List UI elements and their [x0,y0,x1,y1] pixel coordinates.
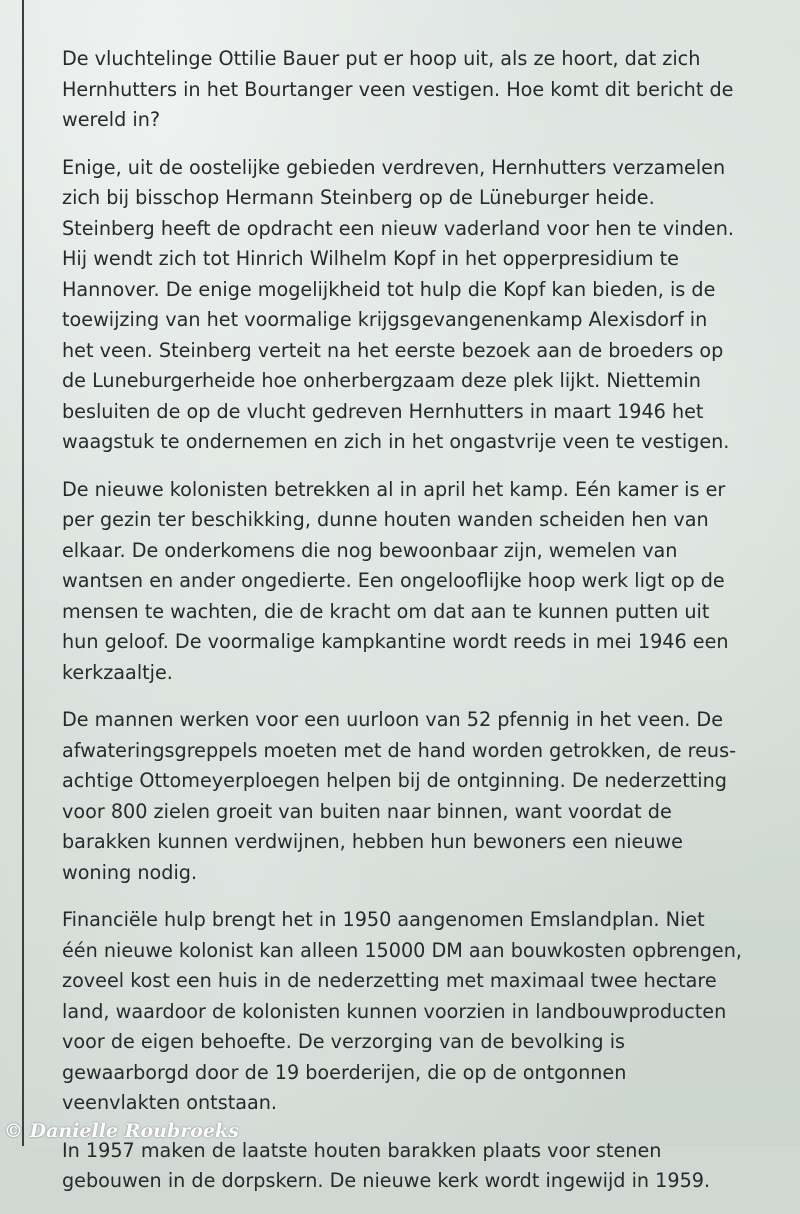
paragraph-1: De vluchtelinge Ottilie Bauer put er hoop uit, als ze hoort, dat zich Hernhutters in het Bourtanger veen vestigen. Hoe komt dit bericht de wereld in? [62,47,734,131]
paragraph-4: De mannen werken voor een uurloon van 52 pfennig in het veen. De afwateringsgreppels moeten met de hand worden getrokken, de reus-achtige Ottomeyerploegen helpen bij de ontginning. De nederzetting voor 800 zielen groeit van buiten naar binnen, want voordat de barakken kunnen verdwijnen, hebben hun bewoners een nieuwe woning nodig. [62,708,737,884]
paragraph-5: Financiële hulp brengt het in 1950 aangenomen Emslandplan. Niet één nieuwe kolonist kan alleen 15000 DM aan bouwkosten opbrengen, zoveel kost een huis in de nederzetting met maximaal twee hectare land, waardoor de kolonisten kunnen voorzien in landbouwproducten voor de eigen behoefte. De verzorging van de bevolking is gewaarborgd door de 19 boerderijen, die op de ontgonnen veenvlakten ontstaan. [62,908,742,1114]
copyright-watermark: © Danielle Roubroeks [4,1120,239,1142]
text-column [62,44,742,1214]
left-edge-rule [22,0,24,1146]
paragraph-2: Enige, uit de oostelijke gebieden verdreven, Hernhutters verzamelen zich bij bisschop Hermann Steinberg op de Lüneburger heide. Steinberg heeft de opdracht een nieuw vaderland voor hen te vinden. Hij wendt zich tot Hinrich Wilhelm Kopf in het opperpresidium te Hannover. De enige mogelijkheid tot hulp die Kopf kan bieden, is de toewijzing van het voormalige krijgsgevangenenkamp Alexisdorf in het veen. Steinberg verteit na het eerste bezoek aan de broeders op de Luneburgerheide hoe onherbergzaam deze plek lijkt. Niettemin besluiten de op de vlucht gedreven Hernhutters in maart 1946 het waagstuk te ondernemen en zich in het ongastvrije veen te vestigen. [62,155,734,453]
paragraph-3: De nieuwe kolonisten betrekken al in april het kamp. Eén kamer is er per gezin ter beschikking, dunne houten wanden scheiden hen van elkaar. De onderkomens die nog bewoonbaar zijn, wemelen van wantsen en ander ongedierte. Een ongelooflijke hoop werk ligt op de mensen te wachten, die de kracht om dat aan te kunnen putten uit hun geloof. De voormalige kampkantine wordt reeds in mei 1946 een kerkzaaltje. [62,477,729,684]
paragraph-6: In 1957 maken de laatste houten barakken plaats voor stenen gebouwen in de dorpskern. De nieuwe kerk wordt ingewijd in 1959. [62,1138,711,1192]
